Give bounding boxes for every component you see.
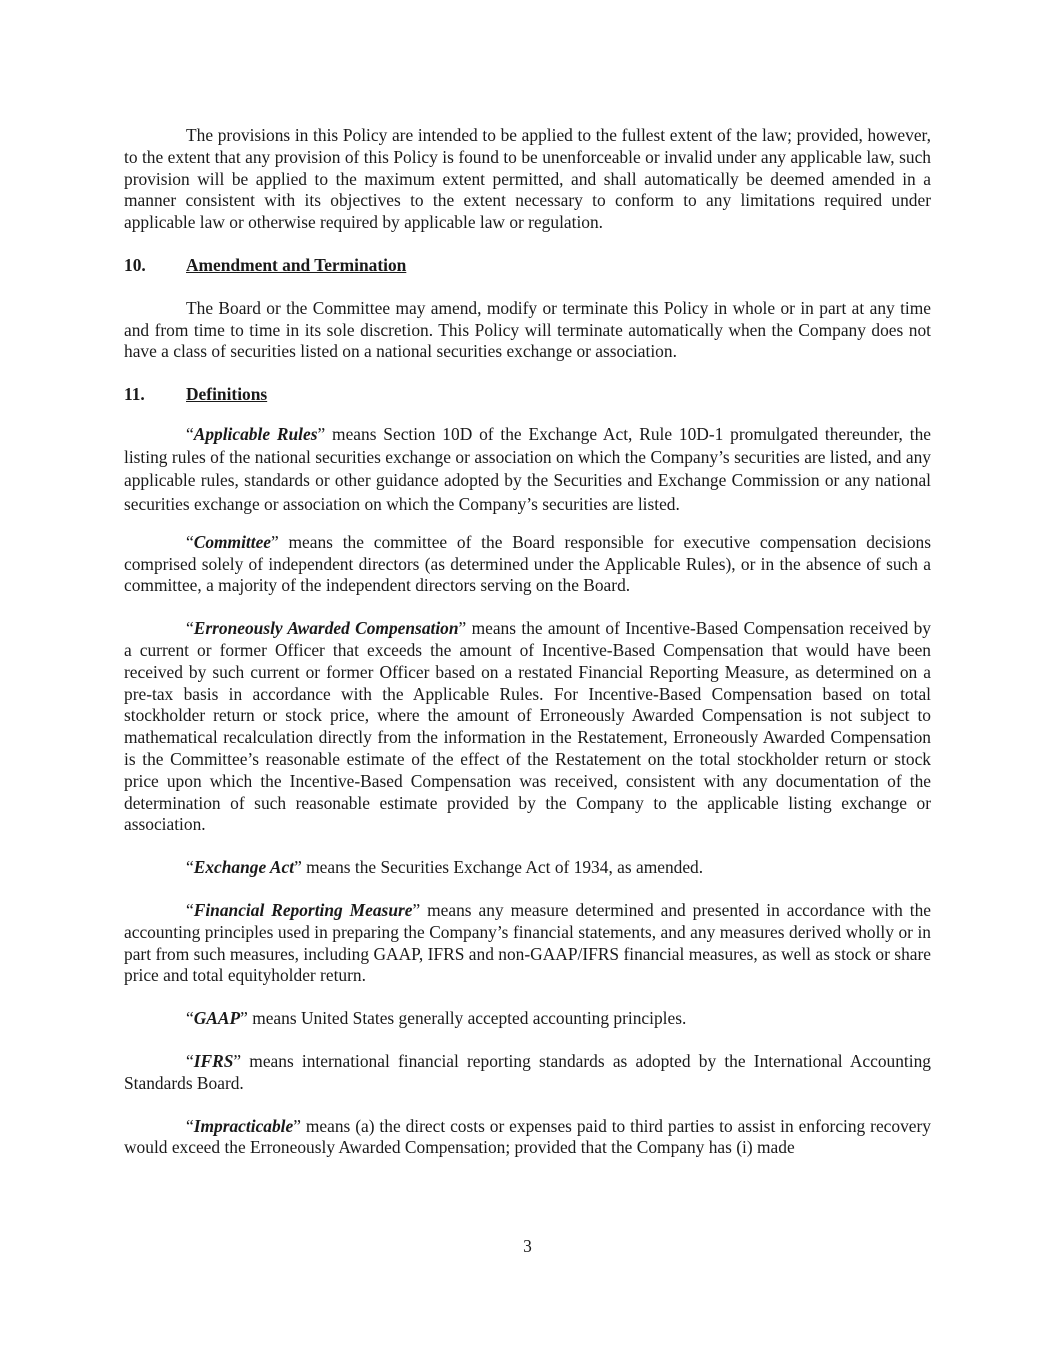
- page-number: 3: [523, 1236, 532, 1256]
- defined-term: IFRS: [193, 1050, 234, 1071]
- open-quote: “: [186, 857, 194, 878]
- definition-text: ” means any measure determined and presented in accordance with the accounting principles used in preparing the Company’s financial statements, and any measures derived wholly or in part from such measures, including GAAP, IFRS and non-GAAP/IFRS financial measures, as well as stock or share price and total equityholder return.: [124, 899, 931, 986]
- open-quote: “: [186, 618, 194, 639]
- defined-term: Exchange Act: [193, 857, 295, 878]
- section-10-number: 10.: [124, 254, 146, 275]
- definition-text: ” means the amount of Incentive-Based Compensation received by a current or former Officer that exceeds the amount of Incentive-Based Compensation that would have been received by such current or former Officer based on a restated Financial Reporting Measure, as determined on a pre-tax basis in accordance with the Applicable Rules. For Incentive-Based Compensation based on total stockholder return or stock price, where the amount of Erroneously Awarded Compensation is not subject to mathematical recalculation directly from the information in the Restatement, Erroneously Awarded Compensation is the Committee’s reasonable estimate of the effect of the Restatement on the total stockholder return or stock price upon which the Incentive-Based Compensation was received, consistent with any documentation of the determination of such reasonable estimate provided by the Company to the applicable listing exchange or association.: [124, 618, 931, 835]
- definition-text: ” means Section 10D of the Exchange Act, Rule 10D-1 promulgated thereunder, the listing rules of the national securities exchange or association on which the Company’s securities are listed, and any applicable rules, standards or other guidance adopted by the Securities and Exchange Commission or any national securities exchange or association on which the Company’s securities are listed.: [124, 423, 931, 514]
- defined-term: Erroneously Awarded Compensation: [193, 618, 459, 639]
- defined-term: Impracticable: [193, 1115, 294, 1136]
- definition-text: ” means international financial reporting standards as adopted by the International Accounting Standards Board.: [124, 1050, 931, 1093]
- defined-term: GAAP: [193, 1008, 241, 1029]
- definition-exchange-act: [124, 857, 931, 879]
- definition-text: ” means (a) the direct costs or expenses paid to third parties to assist in enforcing recovery would exceed the Erroneously Awarded Compensation; provided that the Company has (i) made: [124, 1115, 931, 1158]
- section-11-number: 11.: [124, 384, 145, 405]
- section-10-heading: [124, 255, 931, 277]
- open-quote: “: [186, 1115, 194, 1136]
- definition-ifrs: [124, 1051, 931, 1095]
- open-quote: “: [186, 899, 194, 920]
- section-10-body: The Board or the Committee may amend, modify or terminate this Policy in whole or in part at any time and from time to time in its sole discretion. This Policy will terminate automatically when the Company does not have a class of securities listed on a national securities exchange or association.: [124, 297, 931, 362]
- section-11-heading: [124, 384, 931, 406]
- definition-erroneously-awarded-compensation: [124, 618, 931, 836]
- definition-text: ” means the Securities Exchange Act of 1934, as amended.: [294, 857, 704, 878]
- section-11-title: Definitions: [186, 384, 268, 405]
- document-page: [124, 125, 931, 1159]
- defined-term: Financial Reporting Measure: [193, 899, 413, 920]
- open-quote: “: [186, 1050, 194, 1071]
- definition-text: ” means United States generally accepted accounting principles.: [240, 1008, 687, 1029]
- defined-term: Committee: [193, 531, 272, 552]
- open-quote: “: [186, 531, 194, 552]
- section-10-title: Amendment and Termination: [186, 254, 407, 275]
- definition-gaap: [124, 1008, 931, 1030]
- open-quote: “: [186, 1008, 194, 1029]
- open-quote: “: [186, 423, 194, 444]
- definition-applicable-rules: [124, 423, 931, 516]
- definition-committee: [124, 532, 931, 597]
- definition-financial-reporting-measure: [124, 900, 931, 987]
- definition-impracticable: [124, 1116, 931, 1160]
- defined-term: Applicable Rules: [193, 423, 318, 444]
- intro-paragraph: The provisions in this Policy are intended to be applied to the fullest extent of the law; provided, however, to the extent that any provision of this Policy is found to be unenforceable or invalid under any applicable law, such provision will be applied to the maximum extent permitted, and shall automatically be deemed amended in a manner consistent with its objectives to the extent necessary to conform to any limitations required under applicable law or otherwise required by applicable law or regulation.: [124, 125, 931, 233]
- definition-text: ” means the committee of the Board responsible for executive compensation decisions comprised solely of independent directors (as determined under the Applicable Rules), or in the absence of such a committee, a majority of the independent directors serving on the Board.: [124, 531, 931, 596]
